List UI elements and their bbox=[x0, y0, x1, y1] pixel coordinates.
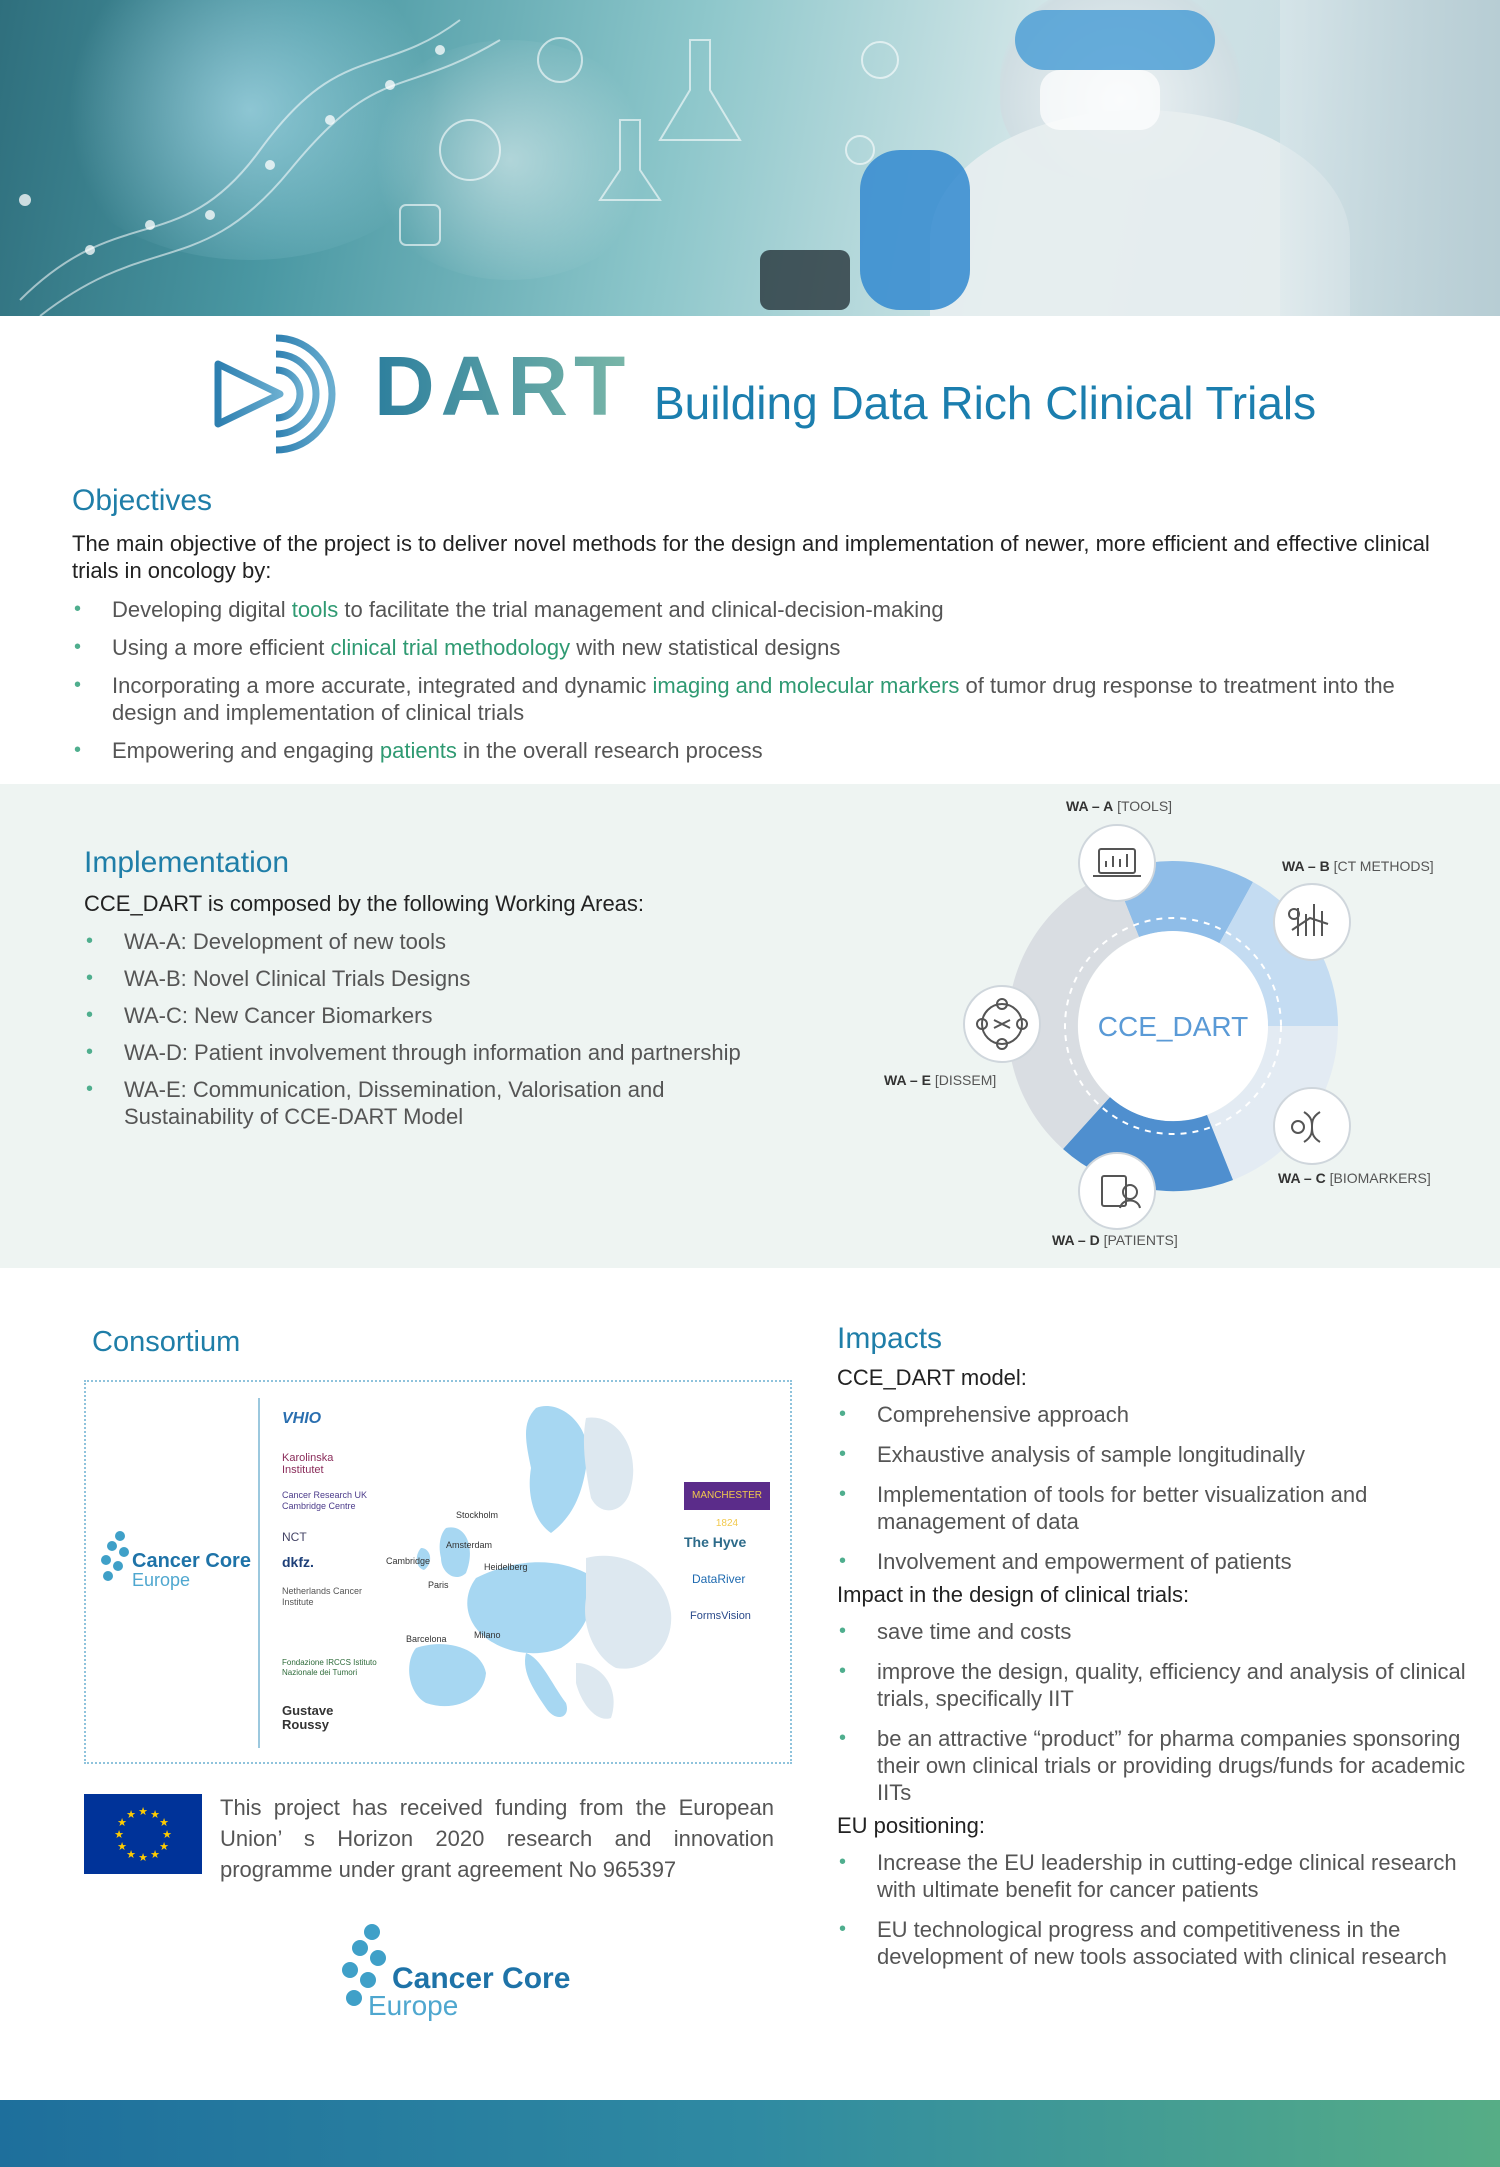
svg-text:★: ★ bbox=[126, 1848, 136, 1861]
working-areas-diagram bbox=[880, 796, 1440, 1256]
svg-text:★: ★ bbox=[114, 1828, 124, 1841]
svg-text:★: ★ bbox=[150, 1848, 160, 1861]
funding-notice bbox=[84, 1792, 774, 1892]
list-item: • EU technological progress and competitiveness in the development of new tools associated with clinical research bbox=[837, 1916, 1467, 1970]
svg-text:Amsterdam: Amsterdam bbox=[446, 1540, 493, 1550]
partner-logo: NCT bbox=[282, 1530, 307, 1544]
partner-logo: Gustave Roussy bbox=[282, 1703, 334, 1732]
svg-text:★: ★ bbox=[117, 1840, 127, 1853]
brand-subname: Europe bbox=[132, 1570, 191, 1590]
partner-logo: Netherlands Cancer Institute bbox=[282, 1586, 363, 1607]
svg-text:★: ★ bbox=[117, 1816, 127, 1829]
partner-logo: DataRiver bbox=[692, 1572, 746, 1586]
list-item: • be an attractive “product” for pharma companies sponsoring their own clinical trials or providing drugs/funds for academic IITs bbox=[837, 1725, 1467, 1806]
wa-b-label: WA – B [CT METHODS] bbox=[1282, 858, 1434, 874]
implementation-section bbox=[84, 846, 764, 1140]
wa-a-label: WA – A [TOOLS] bbox=[1066, 798, 1173, 814]
svg-text:Heidelberg: Heidelberg bbox=[484, 1562, 528, 1572]
consortium-section bbox=[92, 1326, 240, 1359]
partner-logo: Fondazione IRCCS Istituto Nazionale dei Tumori bbox=[282, 1658, 377, 1677]
svg-text:★: ★ bbox=[159, 1840, 169, 1853]
partner-logo: dkfz. bbox=[282, 1554, 314, 1570]
brand-name: Cancer Core bbox=[392, 1962, 571, 1995]
list-item: • WA-E: Communication, Dissemination, Valorisation and Sustainability of CCE-DART Model bbox=[84, 1076, 764, 1130]
partner-logo: The Hyve bbox=[684, 1534, 747, 1550]
svg-text:★: ★ bbox=[126, 1808, 136, 1821]
working-areas-list bbox=[84, 928, 764, 1130]
wa-c-label: WA – C [BIOMARKERS] bbox=[1278, 1170, 1431, 1186]
page-title: Building Data Rich Clinical Trials bbox=[654, 377, 1317, 429]
svg-text:★: ★ bbox=[159, 1816, 169, 1829]
funding-text: This project has received funding from the European Union’ s Horizon 2020 research and innovation programme under grant agreement No 965397 bbox=[220, 1795, 774, 1882]
impacts-list bbox=[837, 1849, 1467, 1970]
svg-text:★: ★ bbox=[138, 1805, 148, 1818]
partner-logo: VHIO bbox=[282, 1410, 322, 1427]
svg-text:★: ★ bbox=[150, 1808, 160, 1821]
list-item: • Incorporating a more accurate, integrated and dynamic imaging and molecular markers of tumor drug response to treatment into the design and implementation of clinical trials bbox=[72, 672, 1452, 726]
impacts-list bbox=[837, 1618, 1467, 1806]
dart-logo-icon bbox=[214, 332, 350, 456]
implementation-heading: Implementation bbox=[84, 846, 290, 879]
wa-d-label: WA – D [PATIENTS] bbox=[1052, 1232, 1178, 1248]
objectives-heading: Objectives bbox=[72, 484, 213, 517]
eu-flag-icon bbox=[84, 1794, 202, 1874]
partner-logo: FormsVision bbox=[690, 1610, 751, 1622]
diagram-center-label: CCE_DART bbox=[1097, 1011, 1249, 1042]
dart-logo-text: DART bbox=[374, 339, 632, 433]
list-item: • WA-B: Novel Clinical Trials Designs bbox=[84, 965, 764, 992]
impacts-subheading: CCE_DART model: bbox=[837, 1365, 1027, 1390]
svg-text:Paris: Paris bbox=[428, 1580, 449, 1590]
list-item: • Exhaustive analysis of sample longitudinally bbox=[837, 1441, 1467, 1468]
list-item: • WA-A: Development of new tools bbox=[84, 928, 764, 955]
list-item: • Increase the EU leadership in cutting-edge clinical research with ultimate benefit for cancer patients bbox=[837, 1849, 1467, 1903]
brand-subname: Europe bbox=[368, 1990, 459, 2021]
impacts-list bbox=[837, 1401, 1467, 1575]
cancer-core-europe-logo bbox=[338, 1922, 571, 2022]
objectives-list bbox=[72, 596, 1452, 764]
consortium-map bbox=[84, 1380, 792, 1764]
svg-text:Cambridge: Cambridge bbox=[386, 1556, 431, 1566]
hero-image bbox=[0, 0, 1500, 316]
list-item: • Comprehensive approach bbox=[837, 1401, 1467, 1428]
list-item: • improve the design, quality, efficiency and analysis of clinical trials, specifically IIT bbox=[837, 1658, 1467, 1712]
list-item: • save time and costs bbox=[837, 1618, 1467, 1645]
list-item: • Using a more efficient clinical trial methodology with new statistical designs bbox=[72, 634, 1452, 661]
svg-text:Milano: Milano bbox=[474, 1630, 501, 1640]
footer-bar bbox=[0, 2100, 1500, 2167]
brand-name: Cancer Core bbox=[132, 1550, 251, 1572]
list-item: • WA-C: New Cancer Biomarkers bbox=[84, 1002, 764, 1029]
list-item: • WA-D: Patient involvement through information and partnership bbox=[84, 1039, 764, 1066]
list-item: • Developing digital tools to facilitate the trial management and clinical-decision-making bbox=[72, 596, 1452, 623]
list-item: • Empowering and engaging patients in the overall research process bbox=[72, 737, 1452, 764]
header bbox=[214, 332, 1317, 458]
wa-e-label: WA – E [DISSEM] bbox=[884, 1072, 997, 1088]
objectives-intro: The main objective of the project is to deliver novel methods for the design and implementation of newer, more efficient and effective clinical trials in oncology by: bbox=[72, 531, 1430, 583]
consortium-heading: Consortium bbox=[92, 1326, 241, 1358]
partner-logo: Cancer Research UK Cambridge Centre bbox=[282, 1490, 368, 1511]
list-item: • Implementation of tools for better visualization and management of data bbox=[837, 1481, 1467, 1535]
impacts-section bbox=[837, 1322, 1467, 1983]
partner-logo: Karolinska Institutet bbox=[282, 1452, 334, 1476]
impacts-heading: Impacts bbox=[837, 1322, 943, 1355]
implementation-intro: CCE_DART is composed by the following Working Areas: bbox=[84, 891, 645, 916]
svg-text:Barcelona: Barcelona bbox=[406, 1634, 447, 1644]
partner-logo: MANCHESTER 1824 bbox=[684, 1482, 770, 1510]
svg-text:Stockholm: Stockholm bbox=[456, 1510, 499, 1520]
europe-map bbox=[386, 1398, 676, 1748]
objectives-section bbox=[72, 484, 1452, 775]
impacts-subheading: Impact in the design of clinical trials: bbox=[837, 1582, 1190, 1607]
impacts-subheading: EU positioning: bbox=[837, 1813, 985, 1838]
list-item: • Involvement and empowerment of patients bbox=[837, 1548, 1467, 1575]
svg-text:★: ★ bbox=[162, 1828, 172, 1841]
svg-text:★: ★ bbox=[138, 1851, 148, 1864]
